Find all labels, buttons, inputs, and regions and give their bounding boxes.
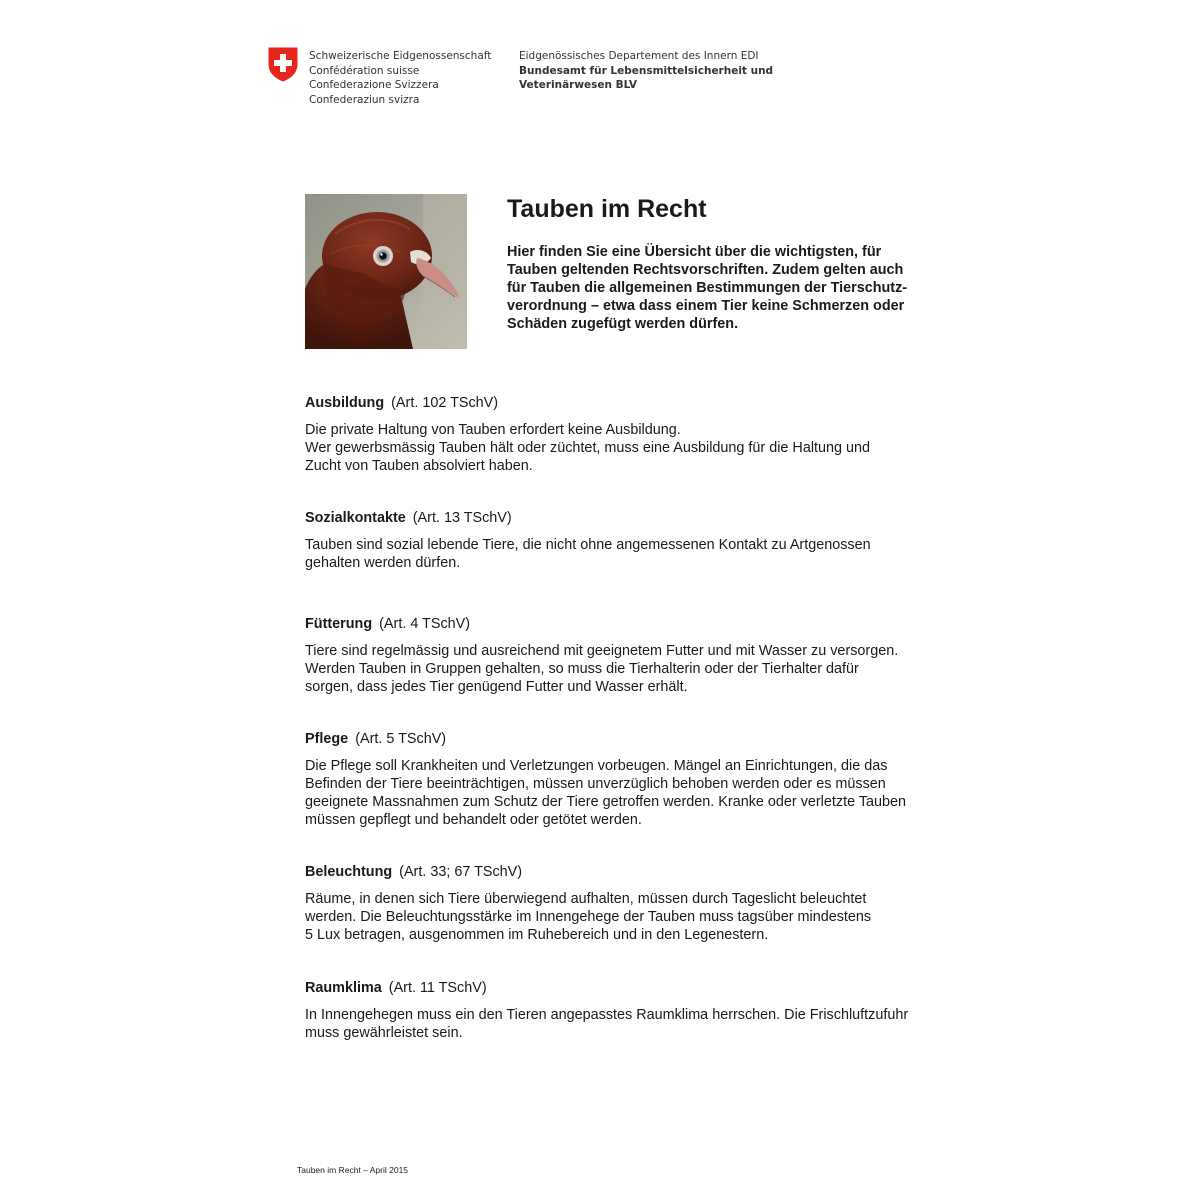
section-heading	[305, 615, 950, 633]
section-beleuchtung	[305, 863, 950, 944]
office-name-line-2: Veterinärwesen BLV	[519, 79, 638, 91]
section-body	[305, 536, 950, 572]
body-line: Zucht von Tauben absolviert haben.	[305, 458, 533, 474]
section-article-ref: (Art. 102 TSchV)	[391, 395, 499, 411]
section-heading	[305, 979, 950, 997]
section-body	[305, 1006, 950, 1042]
body-line: 5 Lux betragen, ausgenommen im Ruhebereich und in den Legenestern.	[305, 927, 769, 943]
body-line: Die Pflege soll Krankheiten und Verletzungen vorbeugen. Mängel an Einrichtungen, die das	[305, 758, 888, 774]
body-line: Tauben sind sozial lebende Tiere, die nicht ohne angemessenen Kontakt zu Artgenossen	[305, 537, 871, 553]
section-body	[305, 890, 950, 944]
swiss-shield-graphic	[268, 47, 298, 82]
section-article-ref: (Art. 11 TSchV)	[388, 980, 487, 996]
section-fuetterung	[305, 615, 950, 696]
swiss-coat-of-arms-icon	[268, 47, 298, 82]
section-raumklima	[305, 979, 950, 1042]
section-pflege	[305, 730, 950, 829]
section-ausbildung	[305, 394, 950, 475]
section-article-ref: (Art. 33; 67 TSchV)	[399, 864, 523, 880]
confederation-name-fr: Confédération suisse	[309, 64, 420, 77]
section-sozialkontakte	[305, 509, 950, 572]
section-heading	[305, 863, 950, 881]
pigeon-photo	[305, 194, 467, 349]
body-line: Werden Tauben in Gruppen gehalten, so muss die Tierhalterin oder der Tierhalter dafür	[305, 661, 859, 677]
section-body	[305, 642, 950, 696]
confederation-name-it: Confederazione Svizzera	[309, 79, 439, 91]
body-line: Wer gewerbsmässig Tauben hält oder züchtet, muss eine Ausbildung für die Haltung und	[305, 440, 871, 456]
page-footer: Tauben im Recht – April 2015	[297, 1165, 409, 1175]
section-title: Beleuchtung	[305, 864, 393, 880]
body-line: geeignete Massnahmen zum Schutz der Tiere getroffen werden. Kranke oder verletzte Tauben	[305, 794, 907, 810]
body-line: gehalten werden dürfen.	[305, 555, 461, 571]
section-title: Raumklima	[305, 980, 382, 996]
section-body	[305, 757, 950, 829]
intro-paragraph	[507, 243, 952, 333]
section-title: Sozialkontakte	[305, 510, 406, 526]
page-title: Tauben im Recht	[507, 195, 707, 223]
section-title: Fütterung	[305, 616, 373, 632]
body-line: müssen gepflegt und behandelt oder getötet werden.	[305, 812, 642, 828]
section-heading	[305, 730, 950, 748]
office-name-line-1: Bundesamt für Lebensmittelsicherheit und	[519, 64, 774, 77]
body-line: sorgen, dass jedes Tier genügend Futter und Wasser erhält.	[305, 679, 688, 695]
section-article-ref: (Art. 5 TSchV)	[355, 731, 447, 747]
body-line: Befinden der Tiere beeinträchtigen, müssen unverzüglich behoben werden oder es müssen	[305, 776, 886, 792]
section-body	[305, 421, 950, 475]
body-line: Die private Haltung von Tauben erfordert keine Ausbildung.	[305, 422, 681, 438]
body-line: Tiere sind regelmässig und ausreichend mit geeignetem Futter und mit Wasser zu versorgen.	[305, 643, 899, 659]
section-title: Ausbildung	[305, 395, 385, 411]
body-line: In Innengehegen muss ein den Tieren angepasstes Raumklima herrschen. Die Frischluftzufuhr	[305, 1007, 909, 1023]
confederation-name-rm: Confederaziun svizra	[309, 93, 420, 106]
intro-line: Schäden zugefügt werden dürfen.	[507, 316, 739, 332]
intro-line: Hier finden Sie eine Übersicht über die wichtigsten, für	[507, 244, 882, 260]
body-line: werden. Die Beleuchtungsstärke im Innengehege der Tauben muss tagsüber mindestens	[305, 909, 872, 925]
pigeon-head-illustration	[305, 194, 467, 349]
body-line: muss gewährleistet sein.	[305, 1025, 463, 1041]
department-name: Eidgenössisches Departement des Innern EDI	[519, 50, 759, 62]
intro-line: verordnung – etwa dass einem Tier keine Schmerzen oder	[507, 298, 905, 314]
department-block	[519, 49, 773, 93]
section-heading	[305, 509, 950, 527]
intro-line: Tauben geltenden Rechtsvorschriften. Zudem gelten auch	[507, 262, 904, 278]
intro-line: für Tauben die allgemeinen Bestimmungen der Tierschutz-	[507, 280, 908, 296]
confederation-names	[309, 49, 491, 107]
section-heading	[305, 394, 950, 412]
body-line: Räume, in denen sich Tiere überwiegend aufhalten, müssen durch Tageslicht beleuchtet	[305, 891, 867, 907]
section-title: Pflege	[305, 731, 349, 747]
section-article-ref: (Art. 13 TSchV)	[412, 510, 512, 526]
section-article-ref: (Art. 4 TSchV)	[379, 616, 471, 632]
confederation-name-de: Schweizerische Eidgenossenschaft	[309, 50, 492, 62]
